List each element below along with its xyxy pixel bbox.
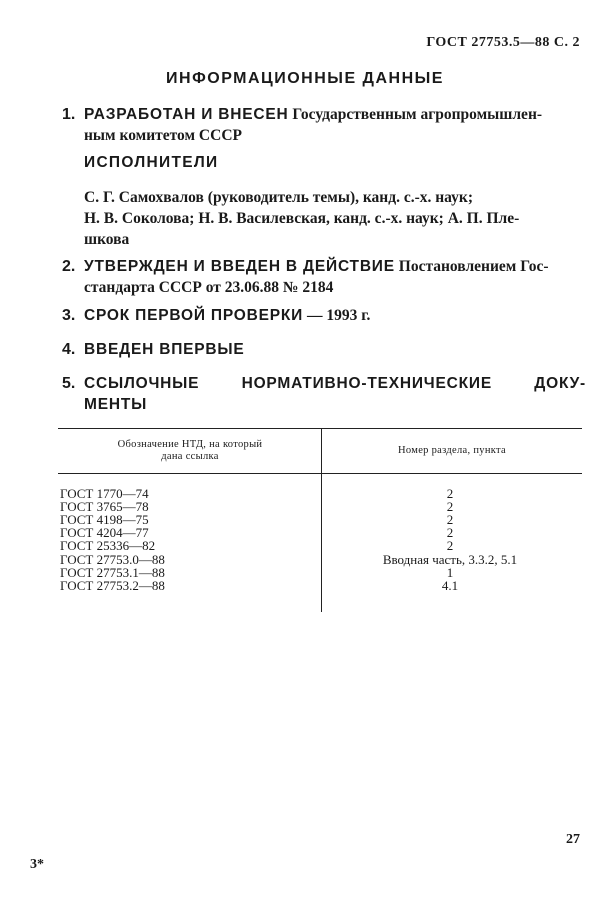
section-1-number: 1.	[62, 106, 76, 123]
table-header-rule	[58, 473, 582, 474]
section-3-text: — 1993 г.	[306, 307, 371, 324]
table-row-ref: 1	[446, 564, 454, 580]
table-row-doc: ГОСТ 25336—82	[60, 538, 156, 554]
section-1-text-line2: ным комитетом СССР	[84, 127, 242, 144]
section-2-text-line1: Постановлением Гос-	[398, 258, 549, 275]
executors-line-3: шкова	[84, 231, 130, 248]
table-row-doc: ГОСТ 4198—75	[60, 512, 149, 528]
table-row-ref: 4.1	[441, 577, 459, 593]
table-row-ref: 2	[446, 486, 454, 501]
table-header-col1-line2: дана ссылка	[161, 451, 219, 462]
section-3	[62, 305, 582, 326]
table-row-doc: ГОСТ 1770—74	[60, 486, 149, 501]
section-2-text-line2: стандарта СССР от 23.06.88 № 2184	[84, 279, 334, 296]
executors-list	[84, 187, 582, 250]
signature-mark: 3*	[30, 857, 44, 872]
executors-heading: ИСПОЛНИТЕЛИ	[84, 154, 219, 171]
section-3-number: 3.	[62, 307, 76, 324]
section-5-caps-line2: МЕНТЫ	[84, 396, 148, 413]
table-row-doc: ГОСТ 3765—78	[60, 499, 149, 515]
section-5	[62, 373, 586, 415]
page-title: ИНФОРМАЦИОННЫЕ ДАННЫЕ	[166, 70, 444, 87]
table-row-doc: ГОСТ 27753.2—88	[60, 577, 165, 593]
section-4-caps: ВВЕДЕН ВПЕРВЫЕ	[84, 341, 245, 358]
table-header-col1-line1: Обозначение НТД, на который	[117, 439, 263, 450]
section-5-caps-line1: ССЫЛОЧНЫЕ НОРМАТИВНО-ТЕХНИЧЕСКИЕ ДОКУ-	[84, 375, 586, 392]
table-header-col1	[60, 439, 320, 463]
section-1-text-line1: Государственным агропромышлен-	[292, 106, 543, 123]
table-header-col2: Номер раздела, пункта	[398, 445, 506, 456]
section-4-number: 4.	[62, 341, 76, 358]
table-row-ref: 2	[446, 512, 454, 528]
section-2-caps: УТВЕРЖДЕН И ВВЕДЕН В ДЕЙСТВИЕ	[84, 258, 395, 275]
table-row-ref: 2	[446, 499, 454, 515]
running-header: ГОСТ 27753.5—88 С. 2	[426, 35, 580, 50]
executors-line-2: Н. В. Соколова; Н. В. Василевская, канд. с.-х. наук; А. П. Пле-	[84, 210, 520, 227]
section-2	[62, 256, 582, 298]
section-1-caps: РАЗРАБОТАН И ВНЕСЕН	[84, 106, 289, 123]
executors-line-1: С. Г. Самохвалов (руководитель темы), канд. с.-х. наук;	[84, 189, 473, 206]
section-2-number: 2.	[62, 258, 76, 275]
section-4	[62, 339, 582, 360]
table-row-doc: ГОСТ 27753.0—88	[60, 551, 165, 567]
page-number: 27	[566, 832, 580, 847]
section-5-number: 5.	[62, 375, 76, 392]
table-row-ref: 2	[446, 525, 454, 541]
section-3-caps: СРОК ПЕРВОЙ ПРОВЕРКИ	[84, 307, 304, 324]
table-row-doc: ГОСТ 27753.1—88	[60, 564, 165, 580]
table-top-rule	[58, 428, 582, 429]
section-1	[62, 104, 582, 146]
table-row-doc: ГОСТ 4204—77	[60, 525, 149, 541]
table-row-ref: 2	[446, 538, 454, 554]
table-row-ref: Вводная часть, 3.3.2, 5.1	[382, 551, 518, 567]
